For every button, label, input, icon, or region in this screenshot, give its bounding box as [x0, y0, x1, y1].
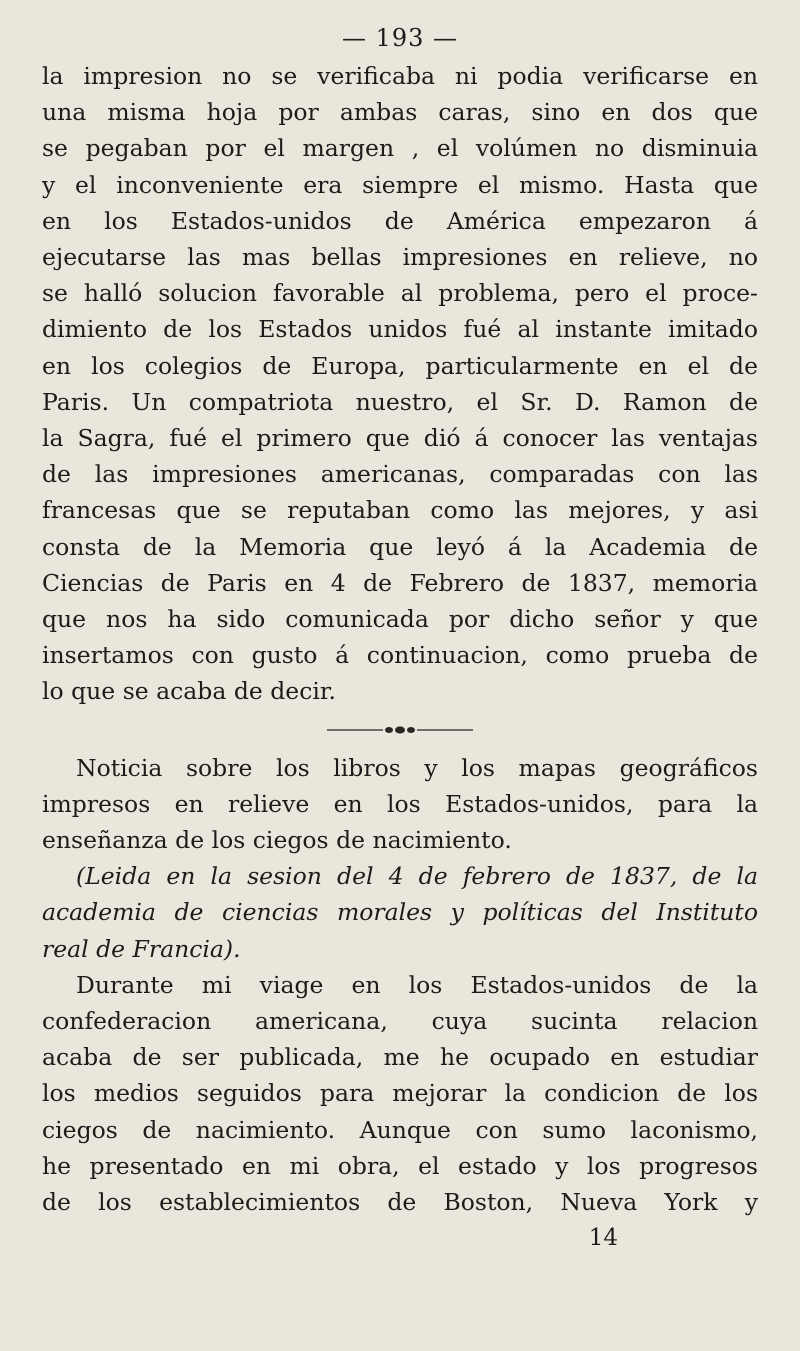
- text-line: dimiento de los Estados unidos fué al instante imitado: [42, 315, 758, 344]
- text-line: francesas que se reputaban como las mejores, y asi: [42, 496, 758, 525]
- text-line: insertamos con gusto á continuacion, como prueba de: [42, 641, 758, 670]
- text-line: confederacion americana, cuya sucinta relacion: [42, 1007, 758, 1036]
- text-line: ejecutarse las mas bellas impresiones en relieve, no: [42, 243, 758, 272]
- text-line: se halló solucion favorable al problema, pero el proce-: [42, 279, 758, 308]
- text-line: (Leida en la sesion del 4 de febrero de 1837, de la: [76, 862, 758, 891]
- text-line: la Sagra, fué el primero que dió á conocer las ventajas: [42, 424, 758, 453]
- text-line: Ciencias de Paris en 4 de Febrero de 1837, memoria: [42, 568, 758, 597]
- text-line: he presentado en mi obra, el estado y los progresos: [42, 1151, 758, 1180]
- text-line: en los colegios de Europa, particularmente en el de: [42, 351, 758, 380]
- text-line: la impresion no se verificaba ni podia verificarse en: [42, 62, 758, 90]
- page-number: — 193 —: [341, 24, 459, 52]
- text-line: Noticia sobre los libros y los mapas geográficos: [76, 753, 758, 782]
- text-line: consta de la Memoria que leyó á la Academia de: [42, 532, 758, 561]
- subtitle-paragraph: [42, 858, 758, 967]
- text-line: Paris. Un compatriota nuestro, el Sr. D. Ramon de: [42, 387, 758, 416]
- text-line: una misma hoja por ambas caras, sino en dos que: [42, 98, 758, 127]
- text-line: de las impresiones americanas, comparadas con las: [42, 460, 758, 489]
- text-line: en los Estados-unidos de América empezaron á: [42, 206, 758, 235]
- text-line: los medios seguidos para mejorar la condicion de los: [42, 1079, 758, 1108]
- text-line: de los establecimientos de Boston, Nueva York y: [42, 1188, 758, 1217]
- title-paragraph: [42, 750, 758, 859]
- text-line: ciegos de nacimiento. Aunque con sumo laconismo,: [42, 1115, 758, 1144]
- ornamental-divider: [42, 710, 758, 750]
- text-line: lo que se acaba de decir.: [42, 677, 337, 706]
- text-line: acaba de ser publicada, me he ocupado en estudiar: [42, 1043, 758, 1072]
- text-line: impresos en relieve en los Estados-unidos, para la: [42, 789, 758, 818]
- text-line: y el inconveniente era siempre el mismo. Hasta que: [42, 170, 758, 199]
- text-line: que nos ha sido comunicada por dicho señor y que: [42, 605, 758, 634]
- text-line: academia de ciencias morales y políticas del Instituto: [42, 898, 758, 927]
- intro-paragraph: [42, 58, 758, 710]
- body-paragraph: [42, 967, 758, 1220]
- text-line: Durante mi viage en los Estados-unidos de la: [76, 970, 758, 999]
- signature-mark: 14: [588, 1225, 618, 1252]
- divider-ornament-icon: [325, 724, 475, 736]
- text-line: se pegaban por el margen , el volúmen no disminuia: [42, 134, 758, 163]
- text-line: enseñanza de los ciegos de nacimiento.: [42, 826, 512, 855]
- text-line: real de Francia).: [42, 934, 241, 963]
- document-page: [42, 20, 758, 1256]
